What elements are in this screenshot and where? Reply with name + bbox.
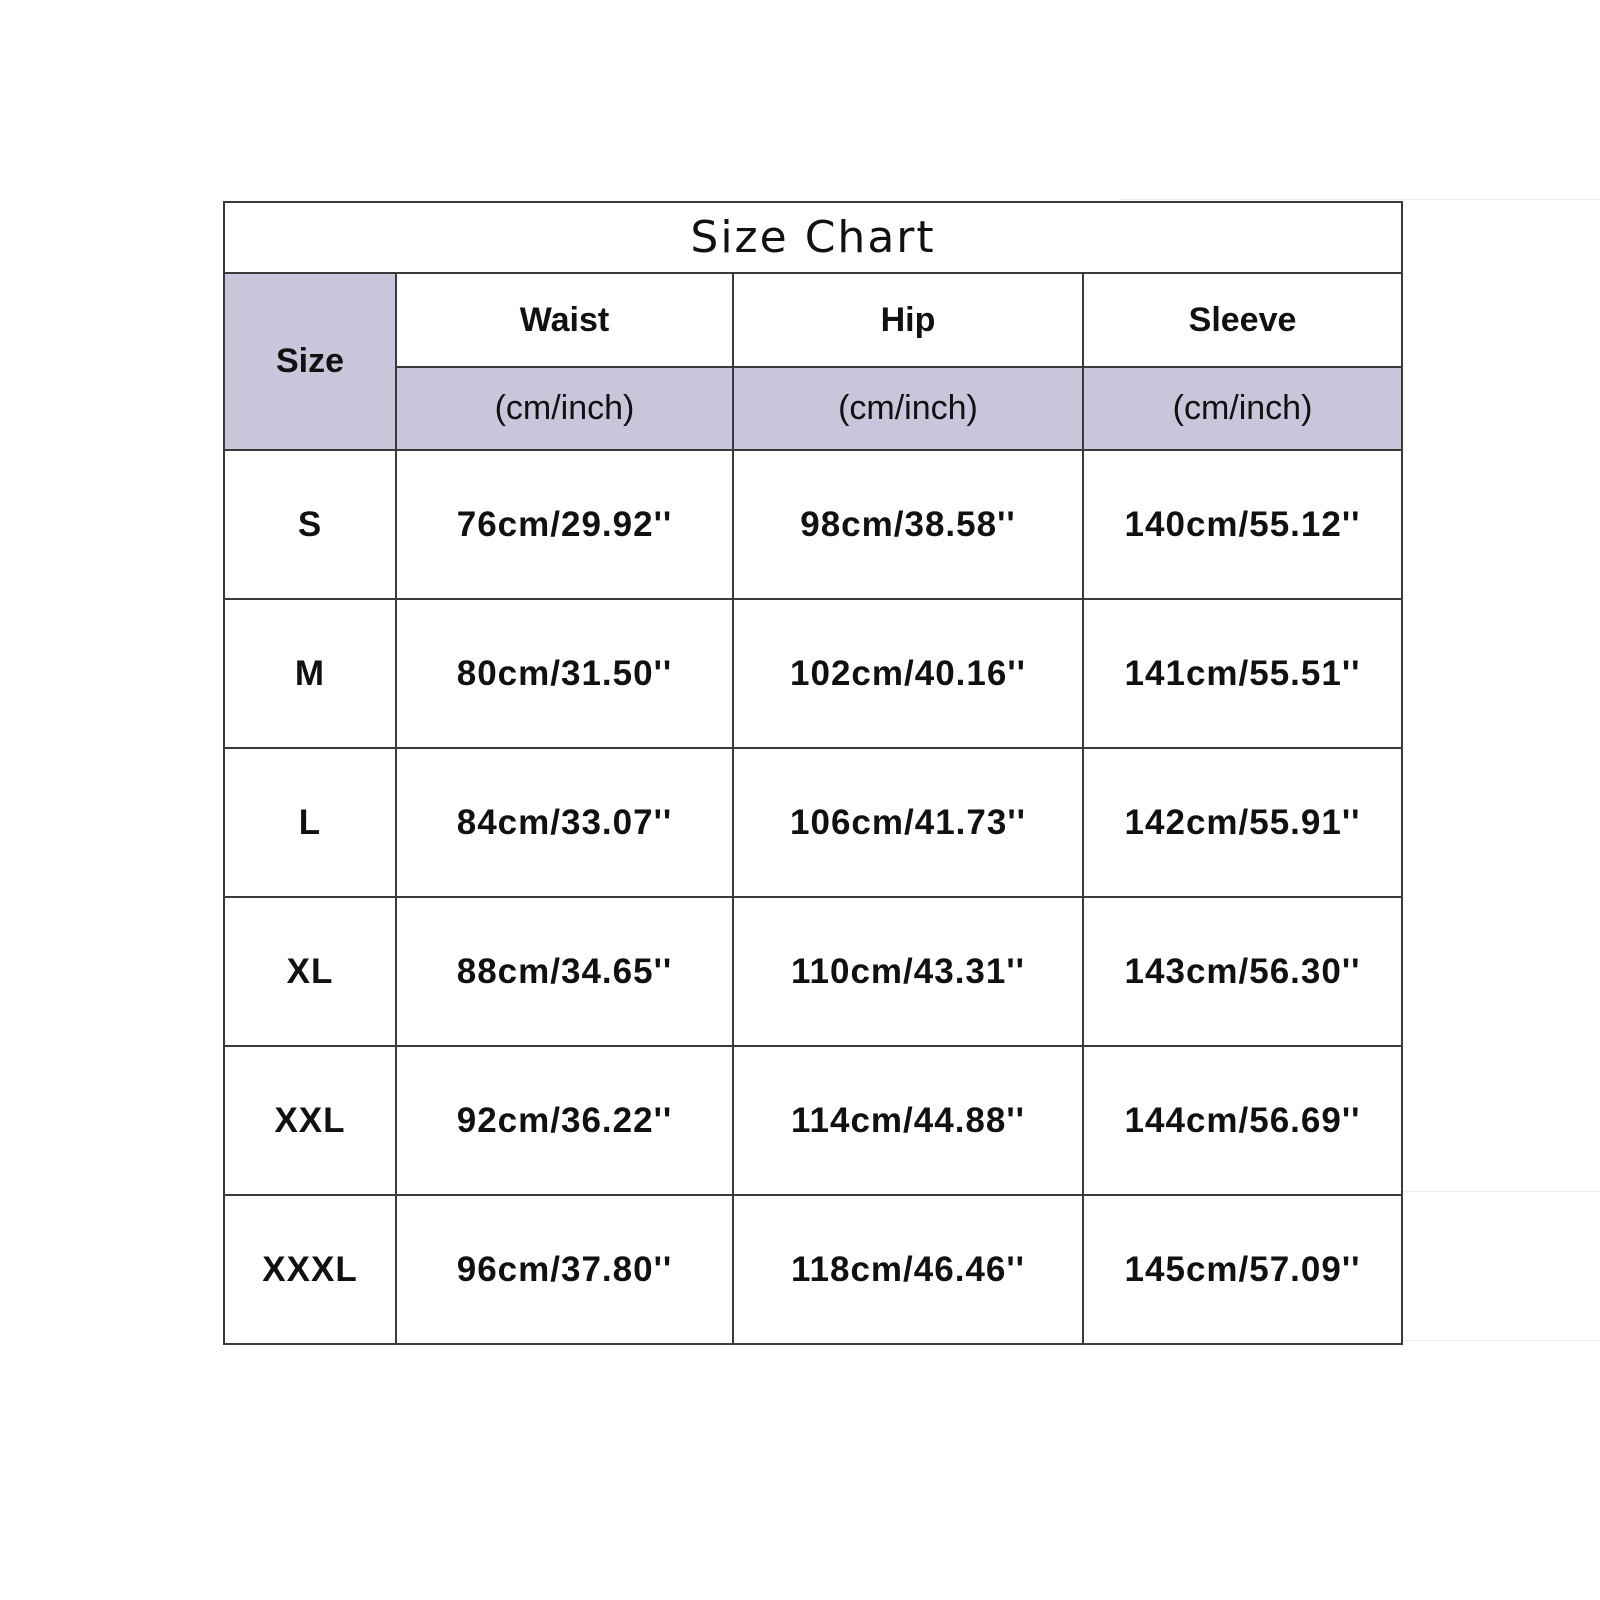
header-hip: Hip xyxy=(733,273,1083,367)
table-row xyxy=(224,599,1402,748)
unit-waist: (cm/inch) xyxy=(396,367,733,450)
sleeve-cell: 145cm/57.09'' xyxy=(1083,1195,1402,1344)
hip-cell: 98cm/38.58'' xyxy=(733,450,1083,599)
waist-cell: 80cm/31.50'' xyxy=(396,599,733,748)
table-row xyxy=(224,450,1402,599)
size-cell: L xyxy=(224,748,396,897)
chart-title: Size Chart xyxy=(224,202,1402,273)
hip-cell: 106cm/41.73'' xyxy=(733,748,1083,897)
size-cell: XXXL xyxy=(224,1195,396,1344)
sleeve-cell: 144cm/56.69'' xyxy=(1083,1046,1402,1195)
size-cell: XL xyxy=(224,897,396,1046)
waist-cell: 92cm/36.22'' xyxy=(396,1046,733,1195)
size-chart-table xyxy=(223,201,1403,1345)
table-row xyxy=(224,897,1402,1046)
waist-cell: 76cm/29.92'' xyxy=(396,450,733,599)
sleeve-cell: 142cm/55.91'' xyxy=(1083,748,1402,897)
unit-hip: (cm/inch) xyxy=(733,367,1083,450)
header-size: Size xyxy=(224,273,396,450)
size-cell: XXL xyxy=(224,1046,396,1195)
hip-cell: 110cm/43.31'' xyxy=(733,897,1083,1046)
waist-cell: 84cm/33.07'' xyxy=(396,748,733,897)
sleeve-cell: 141cm/55.51'' xyxy=(1083,599,1402,748)
hip-cell: 118cm/46.46'' xyxy=(733,1195,1083,1344)
size-cell: M xyxy=(224,599,396,748)
table-row xyxy=(224,1046,1402,1195)
unit-row xyxy=(224,367,1402,450)
sleeve-cell: 140cm/55.12'' xyxy=(1083,450,1402,599)
sleeve-cell: 143cm/56.30'' xyxy=(1083,897,1402,1046)
table-row xyxy=(224,1195,1402,1344)
unit-sleeve: (cm/inch) xyxy=(1083,367,1402,450)
waist-cell: 96cm/37.80'' xyxy=(396,1195,733,1344)
background-line-top xyxy=(1120,199,1600,200)
background-line-bottom xyxy=(1402,1340,1600,1341)
waist-cell: 88cm/34.65'' xyxy=(396,897,733,1046)
header-row xyxy=(224,273,1402,367)
background-line-middle xyxy=(1402,1191,1600,1192)
size-cell: S xyxy=(224,450,396,599)
hip-cell: 102cm/40.16'' xyxy=(733,599,1083,748)
hip-cell: 114cm/44.88'' xyxy=(733,1046,1083,1195)
table-row xyxy=(224,748,1402,897)
header-sleeve: Sleeve xyxy=(1083,273,1402,367)
title-row xyxy=(224,202,1402,273)
header-waist: Waist xyxy=(396,273,733,367)
